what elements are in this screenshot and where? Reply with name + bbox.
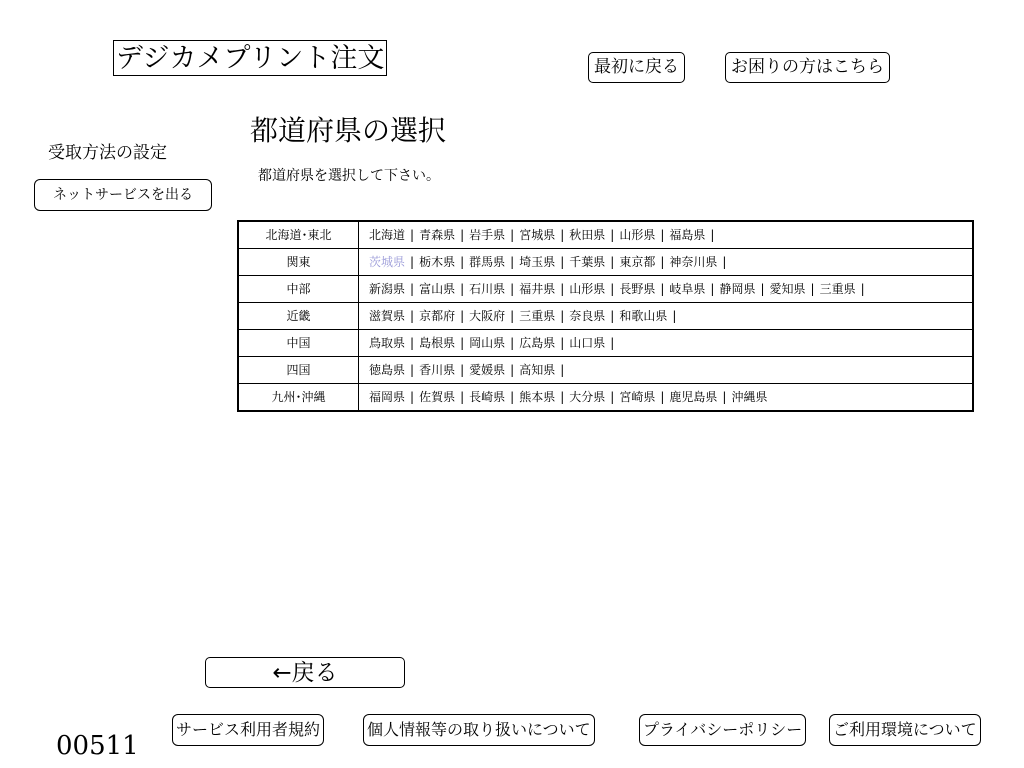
separator: | — [510, 390, 515, 404]
separator: | — [660, 282, 665, 296]
separator: | — [722, 255, 727, 269]
page-id: 00511 — [56, 731, 139, 761]
prefecture-link[interactable]: 岡山県 — [469, 336, 506, 350]
prefecture-link[interactable]: 長野県 — [619, 282, 656, 296]
separator: | — [660, 255, 665, 269]
prefecture-link[interactable]: 群馬県 — [469, 255, 506, 269]
prefecture-link[interactable]: 京都府 — [419, 309, 456, 323]
prefecture-list — [359, 249, 974, 276]
separator: | — [510, 282, 515, 296]
prefecture-link[interactable]: 熊本県 — [519, 390, 556, 404]
prefecture-link[interactable]: 福島県 — [669, 228, 706, 242]
start-over-button[interactable]: 最初に戻る — [588, 52, 685, 83]
separator: | — [510, 228, 515, 242]
prefecture-link[interactable]: 静岡県 — [719, 282, 756, 296]
prefecture-link[interactable]: 奈良県 — [569, 309, 606, 323]
separator: | — [460, 363, 465, 377]
prefecture-link[interactable]: 千葉県 — [569, 255, 606, 269]
prefecture-link[interactable]: 鳥取県 — [369, 336, 406, 350]
prefecture-link[interactable]: 福岡県 — [369, 390, 406, 404]
region-name: 四国 — [238, 357, 359, 384]
terms-of-service-button[interactable]: サービス利用者規約 — [172, 714, 324, 746]
separator: | — [460, 309, 465, 323]
prefecture-link[interactable]: 富山県 — [419, 282, 456, 296]
back-button[interactable]: ←戻る — [205, 657, 405, 688]
region-name: 北海道･東北 — [238, 221, 359, 249]
separator: | — [410, 309, 415, 323]
prefecture-link[interactable]: 神奈川県 — [669, 255, 718, 269]
privacy-policy-button[interactable]: プライバシーポリシー — [639, 714, 806, 746]
separator: | — [660, 390, 665, 404]
separator: | — [560, 363, 565, 377]
prefecture-link[interactable]: 石川県 — [469, 282, 506, 296]
prefecture-link[interactable]: 鹿児島県 — [669, 390, 718, 404]
prefecture-table-body — [238, 221, 973, 411]
separator: | — [760, 282, 765, 296]
prefecture-link[interactable]: 新潟県 — [369, 282, 406, 296]
usage-environment-button[interactable]: ご利用環境について — [829, 714, 981, 746]
prefecture-list — [359, 330, 974, 357]
prefecture-link[interactable]: 宮城県 — [519, 228, 556, 242]
prefecture-link[interactable]: 大分県 — [569, 390, 606, 404]
prefecture-link[interactable]: 東京都 — [619, 255, 656, 269]
prefecture-link: 茨城県 — [369, 255, 406, 269]
prefecture-list — [359, 357, 974, 384]
separator: | — [560, 228, 565, 242]
region-row — [238, 221, 973, 249]
personal-info-button[interactable]: 個人情報等の取り扱いについて — [363, 714, 595, 746]
separator: | — [460, 390, 465, 404]
prefecture-link[interactable]: 山口県 — [569, 336, 606, 350]
separator: | — [410, 282, 415, 296]
prefecture-link[interactable]: 福井県 — [519, 282, 556, 296]
prefecture-link[interactable]: 愛知県 — [769, 282, 806, 296]
prefecture-link[interactable]: 和歌山県 — [619, 309, 668, 323]
separator: | — [810, 282, 815, 296]
separator: | — [510, 363, 515, 377]
separator: | — [410, 228, 415, 242]
prefecture-link[interactable]: 宮崎県 — [619, 390, 656, 404]
region-name: 中国 — [238, 330, 359, 357]
prefecture-link[interactable]: 山形県 — [619, 228, 656, 242]
separator: | — [610, 255, 615, 269]
prefecture-link[interactable]: 滋賀県 — [369, 309, 406, 323]
prefecture-link[interactable]: 高知県 — [519, 363, 556, 377]
prefecture-link[interactable]: 栃木県 — [419, 255, 456, 269]
region-row — [238, 276, 973, 303]
separator: | — [860, 282, 865, 296]
separator: | — [710, 282, 715, 296]
separator: | — [660, 228, 665, 242]
prefecture-link[interactable]: 青森県 — [419, 228, 456, 242]
separator: | — [610, 390, 615, 404]
region-name: 中部 — [238, 276, 359, 303]
separator: | — [610, 336, 615, 350]
prefecture-link[interactable]: 沖縄県 — [731, 390, 768, 404]
prefecture-link[interactable]: 山形県 — [569, 282, 606, 296]
prefecture-link[interactable]: 北海道 — [369, 228, 406, 242]
region-name: 関東 — [238, 249, 359, 276]
region-row — [238, 357, 973, 384]
separator: | — [410, 336, 415, 350]
region-row — [238, 249, 973, 276]
instruction-text: 都道府県を選択して下さい。 — [258, 168, 440, 184]
separator: | — [722, 390, 727, 404]
region-name: 九州･沖縄 — [238, 384, 359, 412]
prefecture-link[interactable]: 香川県 — [419, 363, 456, 377]
region-name: 近畿 — [238, 303, 359, 330]
separator: | — [610, 309, 615, 323]
separator: | — [410, 255, 415, 269]
separator: | — [460, 282, 465, 296]
separator: | — [672, 309, 677, 323]
prefecture-link[interactable]: 長崎県 — [469, 390, 506, 404]
separator: | — [460, 228, 465, 242]
separator: | — [460, 336, 465, 350]
prefecture-list — [359, 276, 974, 303]
app-title: デジカメプリント注文 — [113, 40, 387, 76]
separator: | — [560, 309, 565, 323]
prefecture-link[interactable]: 秋田県 — [569, 228, 606, 242]
prefecture-link[interactable]: 埼玉県 — [519, 255, 556, 269]
exit-net-service-button[interactable]: ネットサービスを出る — [34, 179, 212, 211]
separator: | — [460, 255, 465, 269]
separator: | — [560, 336, 565, 350]
prefecture-link[interactable]: 三重県 — [519, 309, 556, 323]
prefecture-link[interactable]: 三重県 — [819, 282, 856, 296]
page-title: 都道府県の選択 — [250, 114, 447, 147]
prefecture-link[interactable]: 佐賀県 — [419, 390, 456, 404]
prefecture-link[interactable]: 大阪府 — [469, 309, 506, 323]
separator: | — [410, 363, 415, 377]
prefecture-link[interactable]: 広島県 — [519, 336, 556, 350]
separator: | — [560, 282, 565, 296]
separator: | — [610, 282, 615, 296]
separator: | — [560, 255, 565, 269]
prefecture-link[interactable]: 愛媛県 — [469, 363, 506, 377]
prefecture-list — [359, 221, 974, 249]
separator: | — [560, 390, 565, 404]
region-row — [238, 303, 973, 330]
separator: | — [510, 309, 515, 323]
prefecture-link[interactable]: 徳島県 — [369, 363, 406, 377]
separator: | — [510, 336, 515, 350]
prefecture-link[interactable]: 岩手県 — [469, 228, 506, 242]
region-row — [238, 330, 973, 357]
separator: | — [410, 390, 415, 404]
prefecture-link[interactable]: 島根県 — [419, 336, 456, 350]
separator: | — [610, 228, 615, 242]
separator: | — [710, 228, 715, 242]
prefecture-table — [237, 220, 974, 412]
prefecture-list — [359, 303, 974, 330]
region-row — [238, 384, 973, 412]
prefecture-list — [359, 384, 974, 412]
help-button[interactable]: お困りの方はこちら — [725, 52, 890, 83]
receive-method-heading: 受取方法の設定 — [48, 143, 167, 163]
prefecture-link[interactable]: 岐阜県 — [669, 282, 706, 296]
separator: | — [510, 255, 515, 269]
